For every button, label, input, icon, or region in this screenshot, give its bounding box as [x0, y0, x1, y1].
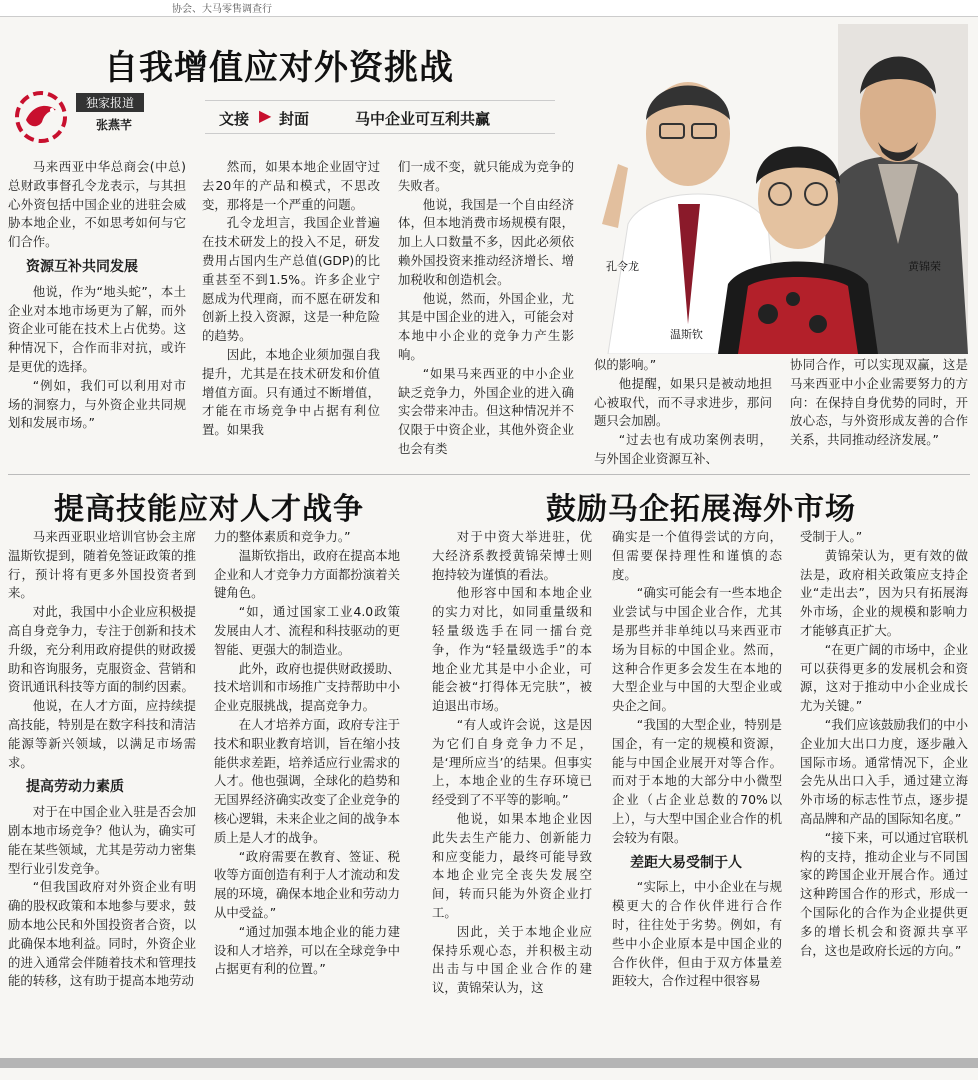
arrow-right-icon: ▶ [259, 106, 272, 125]
top-strip-text: 协会、大马零售调查行 [172, 4, 272, 15]
paragraph: “政府需要在教育、签证、税收等方面创造有利于人才流动和发展的环境，确保本地企业和劳动力从中受益。” [214, 848, 400, 920]
paragraph: 受制于人。” [800, 529, 863, 544]
paragraph: “如果马来西亚的中小企业缺乏竞争力，外国企业的进入确实会带来冲击。但这种情况并不仅限于中资企业，其他外资企业也会有类 [398, 365, 574, 456]
series-right: 马中企业可互利共赢 [355, 110, 491, 128]
paragraph: 似的影响。” [594, 357, 657, 372]
paragraph: “过去也有成功案例表明，与外国企业资源互补、 [594, 432, 772, 466]
paragraph: “实际上，中小企业在与规模更大的合作伙伴进行合作时，往往处于劣势。例如，有些中小企业原本是中国企业的合作伙伴，但由于双方体量差距较大，合作过程中很容易 [612, 879, 782, 989]
paragraph: “确实可能会有一些本地企业尝试与中国企业合作，尤其是那些并非单纯以马来西亚市场为目标的中国企业。然而，这种合作更多会发生在本地的大型企业与中国的大型企业或央企之间。 [612, 585, 782, 714]
paragraph: 在人才培养方面，政府专注于技术和职业教育培训，旨在缩小技能供求差距，培养适应行业需求的人才。他也强调，全球化的趋势和无国界经济确实改变了企业竞争的核心逻辑，未来企业之间的战争本质上是人才的战争。 [214, 716, 400, 845]
article1-col3 [398, 158, 574, 459]
paragraph: 因此，本地企业须加强自我提升，尤其是在技术研发和价值增值方面。只有通过不断增值，才能在市场竞争中占据有利位置。如果我 [202, 346, 380, 438]
caption-2: 温斯钦 [670, 328, 703, 341]
series-left: 文接 [219, 110, 250, 128]
article2-col1 [8, 528, 196, 991]
paragraph: 对此，我国中小企业应积极提高自身竞争力，专注于创新和技术升级，充分利用政府提供的财政援助和咨询服务，克服资金、营销和资讯通讯科技等方面的制约因素。 [8, 604, 196, 695]
paragraph: 他说，我国是一个自由经济体，但本地消费市场规模有限，加上人口数量不多，因此必须依赖外国投资来推动经济增长、增加税收和创造机会。 [398, 196, 574, 287]
article1-title: 自我增值应对外资挑战 [104, 48, 454, 88]
article3-title: 鼓励马企拓展海外市场 [546, 492, 856, 527]
article2-col2 [214, 528, 400, 979]
paragraph: 对于中资大举进驻，优大经济系教授黄锦荣博士则抱持较为谨慎的看法。 [432, 529, 592, 582]
article1-col5 [790, 356, 968, 450]
exclusive-tag: 独家报道 [76, 93, 144, 112]
paragraph: 马来西亚中华总商会(中总)总财政事督孔令龙表示，与其担心外资包括中国企业的进驻会威胁本地企业，不如思考如何与它们合作。 [8, 159, 186, 250]
paragraph: 温斯钦指出，政府在提高本地企业和人才竞争力方面都扮演着关键角色。 [214, 547, 400, 601]
caption-3: 黄锦荣 [908, 260, 941, 273]
paragraph: 确实是一个值得尝试的方向，但需要保持理性和谨慎的态度。 [612, 529, 782, 582]
section-divider [8, 474, 970, 475]
paragraph: 他形容中国和本地企业的实力对比，如同重量级和轻量级选手在同一擂台竞争，作为“轻量级选手”的本地企业尤其是中小企业，可能会被“打得体无完肤”，被迫退出市场。 [432, 585, 592, 714]
paragraph: 此外，政府也提供财政援助、技术培训和市场推广支持帮助中小企业克服挑战，提高竞争力。 [214, 660, 400, 714]
paragraph: 马来西亚职业培训官协会主席温斯钦提到，随着免签证政策的推行，预计将有更多外国投资者到来。 [8, 529, 196, 601]
subheading: 差距大易受制于人 [630, 854, 742, 871]
paragraph: 因此，关于本地企业应保持乐观心态，并积极主动出击与中国企业合作的建议，黄锦荣认为，这 [432, 923, 592, 996]
paragraph: “有人或许会说，这是因为它们自身竞争力不足，是‘理所应当’的结果。但事实上，本地企业的生存环境已经受到了不平等的影响。” [432, 716, 592, 808]
article1-col4 [594, 356, 772, 469]
paragraph: “我们应该鼓励我们的中小企业加大出口力度，逐步融入国际市场。通常情况下，企业会先从出口入手，通过建立海外市场的标志性节点，逐步提高品牌和产品的国际知名度。” [800, 716, 968, 826]
paragraph: 对于在中国企业入驻是否会加剧本地市场竞争？他认为，确实可能在某些领域，尤其是劳动力密集型行业引发竞争。 [8, 804, 196, 876]
paragraph: 黄锦荣认为，更有效的做法是，政府相关政策应支持企业“走出去”，因为只有拓展海外市场，企业的规模和影响力才能够真正扩大。 [800, 547, 968, 638]
page-top-strip [0, 0, 978, 17]
paragraph: 孔令龙坦言，我国企业普遍在技术研发上的投入不足，研发费用占国内生产总值(GDP)的比重甚至不到1.5%。许多企业宁愿成为代理商，而不愿在研发和创新上投入资源，这是一种危险的趋势。 [202, 215, 380, 344]
paragraph: “但我国政府对外资企业有明确的股权政策和本地参与要求，鼓励本地公民和外国投资者合资，以此确保本地利益。同时，外资企业的进入通常会伴随着技术和管理技能的转移，这有助于提高本地劳动 [8, 879, 196, 989]
paragraph: 力的整体素质和竞争力。” [214, 529, 351, 544]
dragon-logo-icon [12, 88, 70, 146]
article3-col2 [612, 528, 782, 991]
series-mid: 封面 [279, 110, 310, 128]
paragraph: “在更广阔的市场中，企业可以获得更多的发展机会和资源，这对于推动中小企业成长尤为关键。” [800, 641, 968, 714]
paragraph: 他说，如果本地企业因此失去生产能力、创新能力和应变能力，最终可能导致本地企业完全丧失发展空间，转而只能为外资企业打工。 [432, 810, 592, 920]
portraits-photo [588, 24, 968, 354]
subheading: 资源互补共同发展 [26, 258, 138, 275]
article3-col1 [432, 528, 592, 998]
paragraph: “如，通过国家工业4.0政策发展由人才、流程和科技驱动的更智能、更强大的制造业。 [214, 604, 400, 657]
caption-1: 孔令龙 [606, 260, 639, 273]
paragraph: 他提醒，如果只是被动地担心被取代，而不寻求进步，那问题只会加剧。 [594, 375, 772, 429]
article2-title: 提高技能应对人才战争 [54, 492, 364, 527]
paragraph: “接下来，可以通过官联机构的支持，推动企业与不同国家的跨国企业开展合作。通过这种跨国合作的形式，形成一个国际化的合作为企业提供更多的增长机会和资源共享平台，这也是政府长远的方向。” [800, 829, 968, 958]
paragraph: “例如，我们可以利用对市场的洞察力，与外资企业共同规划和发展市场。” [8, 377, 186, 431]
series-box [205, 100, 555, 134]
byline: 张燕芊 [96, 118, 133, 132]
article3-col3 [800, 528, 968, 960]
paragraph: “通过加强本地企业的能力建设和人才培养，可以在全球竞争中占据更有利的位置。” [214, 923, 400, 977]
paragraph: 然而，如果本地企业固守过去20年的产品和模式，不思改变，那将是一个严重的问题。 [202, 159, 380, 212]
bottom-bar [0, 1058, 978, 1068]
subheading: 提高劳动力素质 [26, 779, 124, 796]
article1-col1 [8, 158, 186, 433]
article1-col2 [202, 158, 380, 440]
paragraph: “我国的大型企业，特别是国企，有一定的规模和资源，能与中国企业展开对等合作。而对于本地的大部分中小微型企业（占企业总数的70%以上），与大型中国企业合作的机会较为有限。 [612, 716, 782, 845]
paragraph: 协同合作，可以实现双赢，这是马来西亚中小企业需要努力的方向：在保持自身优势的同时，开放心态，与外资形成友善的合作关系，共同推动经济发展。” [790, 357, 968, 448]
paragraph: 他说，作为“地头蛇”，本土企业对本地市场更为了解，而外资企业可能在技术上占优势。这种情况下，合作而非对抗，或许是更优的选择。 [8, 283, 186, 374]
paragraph: 他说，在人才方面，应持续提高技能，特别是在数字科技和清洁能源等新兴领域，以满足市场需求。 [8, 698, 196, 770]
paragraph: 们一成不变，就只能成为竞争的失败者。 [398, 159, 574, 193]
paragraph: 他说，然而，外国企业，尤其是中国企业的进入，可能会对本地中小企业的竞争力产生影响。 [398, 290, 574, 362]
